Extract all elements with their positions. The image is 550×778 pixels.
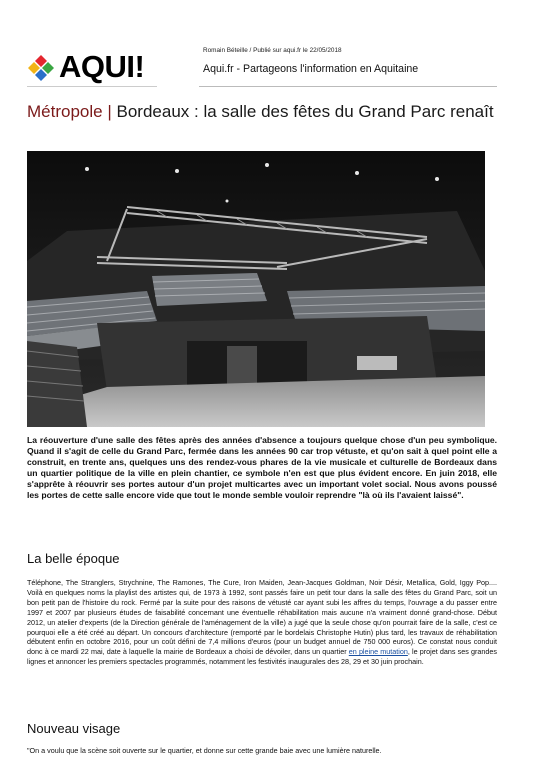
header-divider-left [27,86,157,87]
page-header [0,0,550,92]
aqui-logo[interactable] [27,48,155,84]
article-photo [27,151,485,427]
section-body-text-end: , le projet dans ses grandes lignes et annoncer les premiers spectacles programmés, notamment les festivités inaugurales des 28, 29 et 30 juin prochain. [27,647,497,667]
article-title [27,102,497,122]
header-divider [199,86,497,87]
section-body-text: Téléphone, The Stranglers, Strychnine, The Ramones, The Cure, Iron Maiden, Jean-Jacques Goldman, Noir Désir, Metallica, Gold, Iggy Pop.... Voilà en quelques noms la playlist des artistes qui, de 1973 à 1992, sont passés faire un petit tour dans la salle des fêtes du Grand Parc, soit un bon petit pan de l'histoire du rock. Fermé par la suite pour des raisons de vétusté car ayant subi les affres du temps, l'ouvrage a du passer entre 1997 et 2007 par plusieurs études de faisabilité concernant une éventuelle réhabilitation mais aucune n'a vraiment donné grand-chose. Début 2012, un atelier d'experts (de la Direction générale de l'aménagement de la ville) a jugé que la seule chose qu'on pourrait faire de la salle, c'est ce pourquoi elle a été créé au départ. Un concours d'architecture (remporté par le bordelais Christophe Hutin) plus tard, les travaux de réhabilitation débutent enfin en octobre 2016, pour un coût défini de 7,4 millions d'euros (pour un budget annuel de 750 000 euros). Ce constat nous conduit donc à ce mardi 22 mai, date à laquelle la mairie de Bordeaux a choisi de dévoiler, dans un quartier [27,578,497,657]
mutation-link[interactable]: en pleine mutation [348,647,408,657]
section-body-nouveau-visage: "On a voulu que la scène soit ouverte sur le quartier, et donne sur cette grande baie avec une lumière naturelle. [27,746,382,755]
site-tagline: Aqui.fr - Partageons l'information en Aquitaine [203,63,419,75]
article-lead: La réouverture d'une salle des fêtes après des années d'absence a toujours quelque chose d'un peu symbolique. Quand il s'agit de celle du Grand Parc, fermée dans les années 90 car trop vétuste, et qu'on sait à quel point elle a construit, en trente ans, quelques uns des rendez-vous phares de la vie musicale et culturelle de Bordeaux dans un quartier politique de la ville en plein chantier, ce symbole n'en est que plus évident encore. En juin 2018, elle s'apprête à réouvrir ses portes autour d'un projet multicartes avec un important volet social. Nous avons poussé les portes de cette salle encore vide que tout le monde semble vouloir reprendre "là où ils l'avaient laissé". [27,435,497,500]
article-category[interactable]: Métropole [27,102,103,121]
section-heading-belle-epoque: La belle époque [27,551,120,566]
article-headline: Bordeaux : la salle des fêtes du Grand Parc renaît [116,102,494,121]
aqui-diamond-icon [27,54,55,82]
section-body-belle-epoque [27,578,497,667]
section-heading-nouveau-visage: Nouveau visage [27,721,121,736]
title-separator: | [107,102,112,121]
logo-text: AQUI! [59,49,145,84]
byline: Romain Béteille / Publié sur aqui.fr le 22/05/2018 [203,47,342,54]
